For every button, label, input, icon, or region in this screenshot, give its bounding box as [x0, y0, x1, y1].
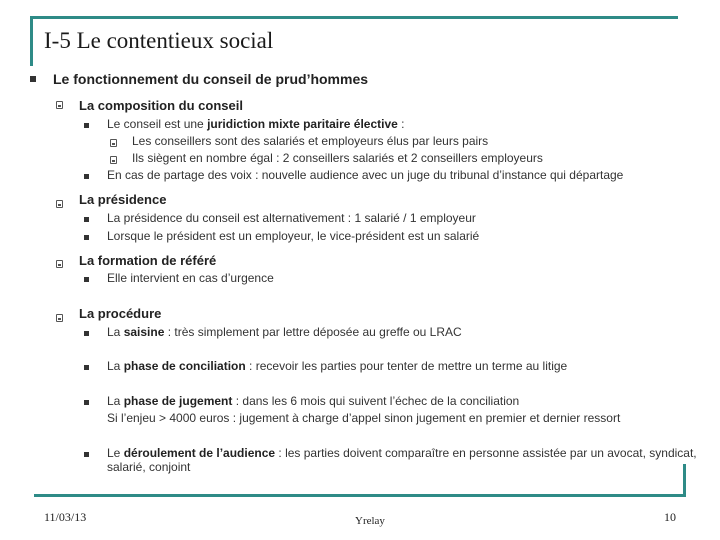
presidence-bullet-1: La présidence du conseil est alternativement : 1 salarié / 1 employeur — [107, 211, 476, 225]
composition-sub-2: Ils siègent en nombre égal : 2 conseillers salariés et 2 conseillers employeurs — [132, 151, 543, 165]
section-procedure-title: La procédure — [79, 306, 162, 321]
section-refere-title: La formation de référé — [79, 253, 217, 268]
composition-sub-1: Les conseillers sont des salariés et employeurs élus par leurs pairs — [132, 134, 489, 148]
presidence-bullet-2: Lorsque le président est un employeur, le vice-président est un salarié — [107, 229, 480, 243]
bullet-square-icon — [84, 123, 89, 128]
main-heading: Le fonctionnement du conseil de prud’hommes — [53, 71, 369, 87]
section-composition-title: La composition du conseil — [79, 98, 243, 113]
checkbox-bullet-icon — [110, 156, 117, 164]
procedure-item-4-line-2: salarié, conjoint — [107, 460, 191, 474]
frame-left-line — [30, 16, 33, 66]
bullet-square-icon — [84, 365, 89, 370]
section-presidence-title: La présidence — [79, 192, 167, 207]
composition-bullet-1: Le conseil est une juridiction mixte paritaire élective : — [107, 117, 405, 131]
checkbox-bullet-icon — [56, 260, 63, 268]
bullet-square-icon — [84, 217, 89, 222]
frame-top-line — [30, 16, 678, 19]
checkbox-bullet-icon — [110, 139, 117, 147]
procedure-item-1: La saisine : très simplement par lettre déposée au greffe ou LRAC — [107, 325, 462, 339]
frame-right-line — [683, 464, 686, 497]
bullet-square-icon — [84, 331, 89, 336]
checkbox-bullet-icon — [56, 101, 63, 109]
refere-bullet-1: Elle intervient en cas d’urgence — [107, 271, 274, 285]
bullet-square-icon — [30, 76, 36, 82]
bullet-square-icon — [84, 174, 89, 179]
bullet-square-icon — [84, 400, 89, 405]
bullet-square-icon — [84, 452, 89, 457]
footer-date: 11/03/13 — [44, 510, 87, 524]
footer-author: Yrelay — [355, 515, 385, 527]
procedure-item-2: La phase de conciliation : recevoir les parties pour tenter de mettre un terme au litige — [107, 359, 568, 373]
page-number: 10 — [664, 510, 676, 524]
checkbox-bullet-icon — [56, 200, 63, 208]
slide-title: I-5 Le contentieux social — [44, 28, 274, 53]
procedure-item-4: Le déroulement de l’audience : les parties doivent comparaître en personne assistée par un avocat, syndicat, — [107, 446, 697, 460]
procedure-item-3-line-2: Si l’enjeu > 4000 euros : jugement à charge d’appel sinon jugement en premier et dernier ressort — [107, 411, 621, 425]
bullet-square-icon — [84, 235, 89, 240]
frame-bottom-line — [34, 494, 686, 497]
bullet-square-icon — [84, 277, 89, 282]
checkbox-bullet-icon — [56, 314, 63, 322]
procedure-item-3: La phase de jugement : dans les 6 mois qui suivent l’échec de la conciliation — [107, 394, 520, 408]
composition-bullet-2: En cas de partage des voix : nouvelle audience avec un juge du tribunal d’instance qui départage — [107, 168, 624, 182]
